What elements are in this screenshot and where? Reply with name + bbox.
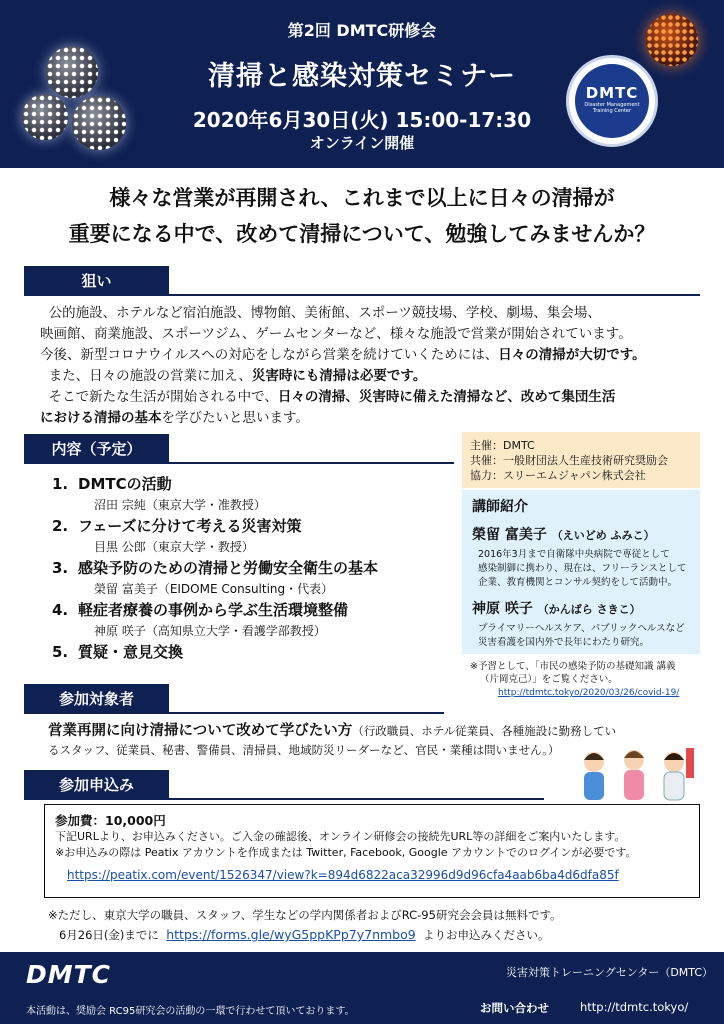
program-item: 2. フェーズに分けて考える災害対策	[52, 517, 302, 535]
peatix-link[interactable]: https://peatix.com/event/1526347/view?k=894d6822aca32996d9d96cfa4aab6ba4d6dfa85f	[67, 868, 619, 882]
logo-subtext: Disaster Management Training Center	[584, 102, 640, 114]
seminar-number: 第2回 DMTC研修会	[287, 21, 437, 40]
footer-logo: DMTC	[26, 960, 112, 989]
aim-line: また、日々の施設の営業に加え、災害時にも清掃は必要です。	[48, 368, 427, 384]
aim-line: における清掃の基本を学びたいと思います。	[40, 410, 309, 426]
lecturer-description: プライマリーヘルスケア、パブリックヘルスなど 災害看護を国内外で長年にわたり研究。	[478, 623, 685, 648]
program-list	[52, 474, 472, 663]
application-box	[44, 804, 700, 898]
program-item: 5. 質疑・意見交換	[52, 643, 184, 661]
section-divider	[24, 798, 544, 800]
prep-note: ※予習として、「市民の感染予防の基礎知識 講義 （片岡克己）」をご覧ください。	[470, 661, 676, 685]
seminar-title: 清掃と感染対策セミナー	[208, 61, 516, 92]
headline-line1: 様々な営業が再開され、これまで以上に日々の清掃が	[109, 186, 615, 210]
staff-illustration	[572, 742, 700, 804]
organizer-line: 主催：DMTC	[470, 439, 535, 452]
aim-line: そこで新たな生活が開始される中で、日々の清掃、災害時に備えた清掃など、改めて集団生活	[48, 389, 616, 405]
free-participation-note: ※ただし、東京大学の職員、スタッフ、学生などの学内関係者およびRC-95研究会会員は無料です。 6月26日(金)までに https://forms.gle/wyG5ppKPp7y7nmbo9 よりお申込みください。	[48, 908, 562, 942]
free-registration-link[interactable]: https://forms.gle/wyG5ppKPp7y7nmbo9	[166, 927, 416, 942]
program-item: 4. 軽症者療養の事例から学ぶ生活環境整備	[52, 601, 349, 619]
apply-account-note: ※お申込みの際は Peatix アカウントを作成または Twitter, Facebook, Google アカウントでのログインが必要です。	[55, 846, 637, 859]
lecturer-name: 神原 咲子 （かんばら さきこ）	[472, 601, 641, 617]
section-content-heading: 内容（予定）	[24, 434, 169, 464]
fee-text: 参加費：10,000円	[55, 813, 166, 828]
footer-banner	[0, 952, 724, 1024]
footer-center-name: 災害対策トレーニングセンター（DMTC）	[506, 966, 714, 979]
program-speaker: 榮留 富美子（EIDOME Consulting・代表）	[94, 582, 334, 596]
lecturer-name: 榮留 富美子 （えいどめ ふみこ）	[472, 527, 655, 543]
program-speaker: 目黒 公郎（東京大学・教授）	[94, 540, 254, 554]
footer-website-link[interactable]: http://tdmtc.tokyo/	[580, 1000, 689, 1014]
organizers-box	[462, 432, 700, 488]
apply-instruction: 下記URLより、お申込みください。ご入金の確認後、オンライン研修会の接続先URL等の詳細をご案内いたします。	[55, 830, 626, 843]
organizer-line: 共催：一般財団法人生産技術研究奨励会	[470, 454, 668, 467]
organizer-line: 協力：スリーエムジャパン株式会社	[470, 469, 646, 482]
section-target-heading: 参加対象者	[24, 684, 169, 714]
program-item: 1. DMTCの活動	[52, 475, 172, 493]
seminar-date: 2020年6月30日(火) 15:00-17:30	[192, 108, 532, 132]
aim-line: 公的施設、ホテルなど宿泊施設、博物館、美術館、スポーツ競技場、学校、劇場、集会場、	[48, 305, 601, 321]
footer-contact-label: お問い合わせ	[480, 1001, 549, 1015]
section-aim-heading: 狙い	[24, 266, 169, 296]
section-divider	[24, 294, 700, 296]
lecturer-heading: 講師紹介	[472, 499, 528, 515]
program-speaker: 沼田 宗純（東京大学・准教授）	[94, 498, 266, 512]
program-speaker: 神原 咲子（高知県立大学・看護学部教授）	[94, 624, 326, 638]
lecturer-description: 2016年3月まで自衛隊中央病院で専従として 感染制御に携わり、現在は、フリーランスとして 企業、教育機関とコンサル契約をして活動中。	[478, 549, 687, 588]
target-description: 営業再開に向け清掃について改めて学びたい方（行政職員、ホテル従業員、各種施設に勤務してい るスタッフ、従業員、秘書、警備員、清掃員、地域防災リーダーなど、官民・業種は問いません。）	[48, 723, 617, 757]
logo-text: DMTC	[585, 84, 639, 102]
section-divider	[24, 712, 444, 714]
prep-note-link[interactable]: http://tdmtc.tokyo/2020/03/26/covid-19/	[498, 688, 680, 698]
program-item: 3. 感染予防のための清掃と労働安全衛生の基本	[52, 559, 379, 577]
aim-line: 今後、新型コロナウイルスへの対応をしながら営業を続けていくためには、日々の清掃が大切です。	[40, 347, 646, 363]
section-apply-heading: 参加申込み	[24, 770, 169, 800]
dmtc-logo	[566, 55, 658, 147]
header-banner	[0, 0, 724, 168]
seminar-mode: オンライン開催	[309, 134, 415, 152]
section-divider	[24, 462, 454, 464]
aim-text	[40, 303, 710, 429]
lecturer-box	[462, 490, 700, 654]
footer-note: 本活動は、奨励会 RC95研究会の活動の一環で行わせて頂いております。	[26, 1006, 355, 1017]
headline-line2: 重要になる中で、改めて清掃について、勉強してみませんか？	[68, 222, 656, 246]
aim-line: 映画館、商業施設、スポーツジム、ゲームセンターなど、様々な施設で営業が開始されています。	[40, 326, 632, 342]
